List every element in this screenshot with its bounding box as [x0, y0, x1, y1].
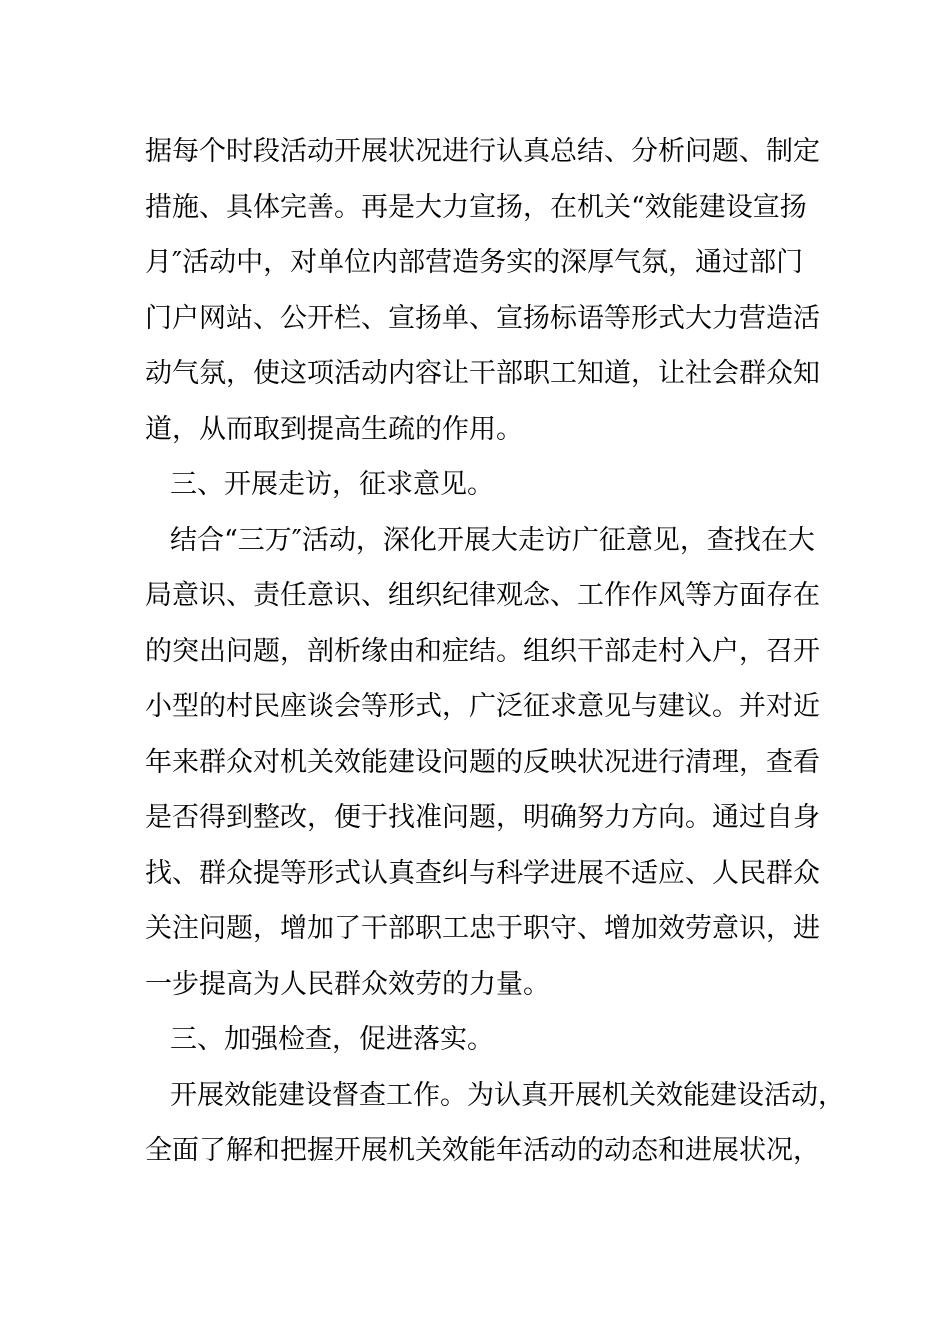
text-line: 据每个时段活动开展状况进行认真总结、分析问题、制定: [145, 136, 820, 167]
text-line: 措施、具体完善。再是大力宣扬，在机关“效能建设宣扬: [145, 191, 807, 223]
text-line: 门户网站、公开栏、宣扬单、宣扬标语等形式大力营造活: [145, 302, 820, 334]
text-line: 一步提高为人民群众效劳的力量。: [145, 968, 550, 1000]
text-line: 关注问题，增加了干部职工忠于职守、增加效劳意识，进: [145, 913, 820, 944]
text-line: 是否得到整改，便于找准问题，明确努力方向。通过自身: [145, 802, 820, 833]
text-line: 动气氛，使这项活动内容让干部职工知道，让社会群众知: [145, 358, 820, 389]
text-line: 月″活动中，对单位内部营造务实的深厚气氛，通过部门: [145, 247, 804, 278]
section-heading: 三、加强检查，促进落实。: [170, 1024, 494, 1055]
body-text: [145, 124, 845, 1179]
text-line: 找、群众提等形式认真查纠与科学进展不适应、人民群众: [145, 857, 820, 889]
text-line: 小型的村民座谈会等形式，广泛征求意见与建议。并对近: [145, 691, 820, 722]
section-heading: 三、开展走访，征求意见。: [170, 469, 494, 500]
text-line: 开展效能建设督查工作。为认真开展机关效能建设活动，: [170, 1079, 845, 1111]
text-line: 局意识、责任意识、组织纪律观念、工作作风等方面存在: [145, 580, 820, 611]
text-line: 全面了解和把握开展机关效能年活动的动态和进展状况，: [145, 1135, 820, 1166]
text-line: 结合“三万″活动，深化开展大走访广征意见，查找在大: [170, 524, 815, 556]
text-line: 道，从而取到提高生疏的作用。: [145, 413, 523, 445]
text-line: 的突出问题，剖析缘由和症结。组织干部走村入户，召开: [145, 635, 820, 667]
text-line: 年来群众对机关效能建设问题的反映状况进行清理，查看: [145, 746, 820, 778]
